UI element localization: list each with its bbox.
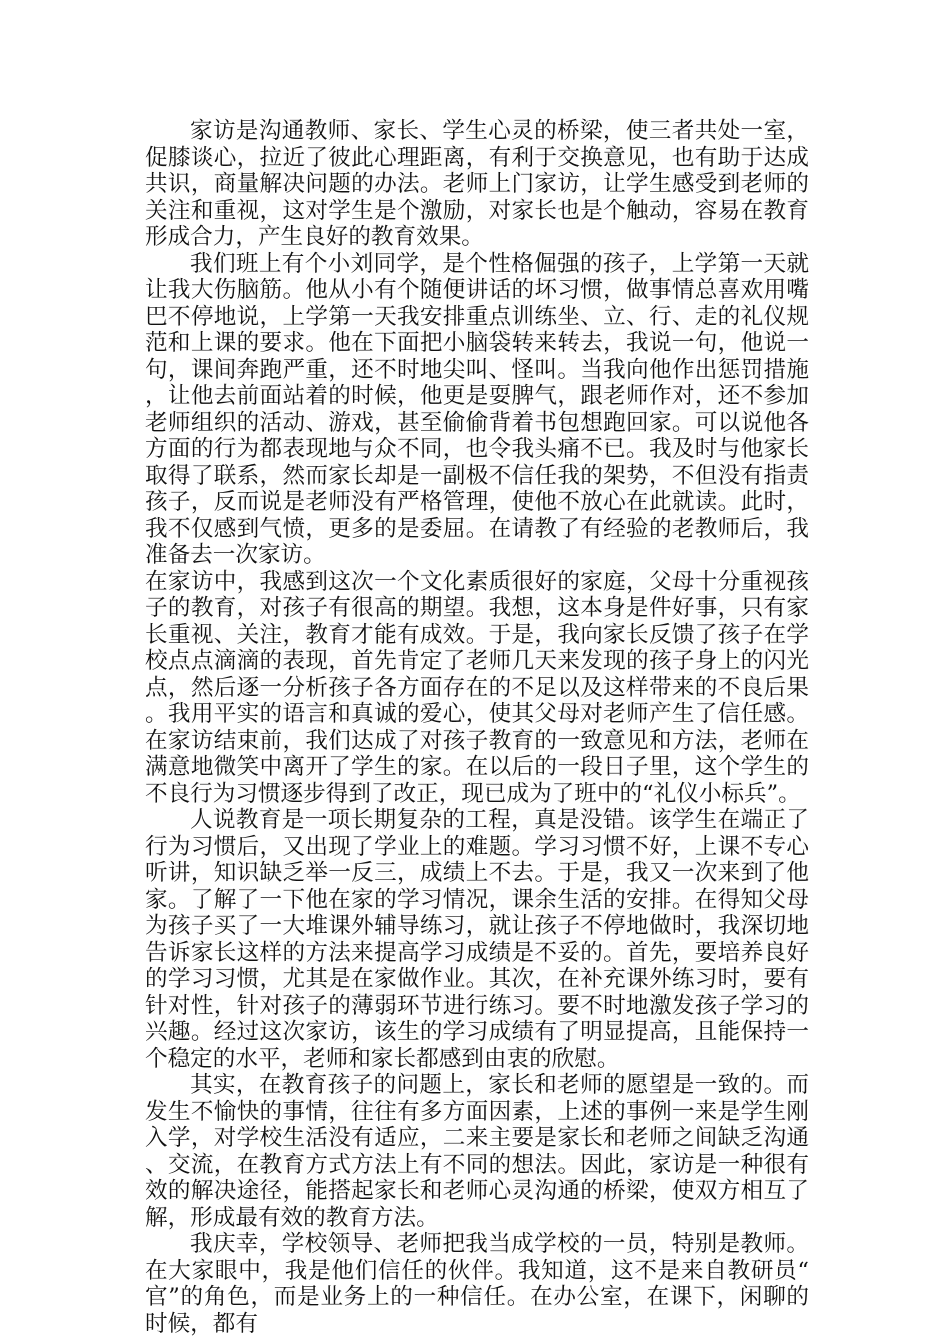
paragraph-student-liu: 我们班上有个小刘同学，是个性格倔强的孩子，上学第一天就让我大伤脑筋。他从小有个随便讲话的坏习惯，做事情总喜欢用嘴巴不停地说，上学第一天我安排重点训练坐、立、行、走的礼仪规范和上课的要求。他在下面把小脑袋转来转去，我说一句，他说一句，课间奔跑严重，还不时地尖叫、怪叫。当我向他作出惩罚措施，让他去前面站着的时候，他更是耍脾气，跟老师作对，还不参加老师组织的活动、游戏，甚至偷偷背着书包想跑回家。可以说他各方面的行为都表现地与众不同，也令我头痛不已。我及时与他家长取得了联系，然而家长却是一副极不信任我的架势，不但没有指责孩子，反而说是老师没有严格管理，使他不放心在此就读。此时，我不仅感到气愤，更多的是委屈。在请教了有经验的老教师后，我准备去一次家访。 <box>145 250 809 568</box>
paragraph-reflection: 其实，在教育孩子的问题上，家长和老师的愿望是一致的。而发生不愉快的事情，往往有多方面因素，上述的事例一来是学生刚入学，对学校生活没有适应，二来主要是家长和老师之间缺乏沟通、交流，在教育方式方法上有不同的想法。因此，家访是一种很有效的解决途径，能搭起家长和老师心灵沟通的桥梁，使双方相互了解，形成最有效的教育方法。 <box>145 1072 809 1231</box>
paragraph-home-visit-intro: 家访是沟通教师、家长、学生心灵的桥梁，使三者共处一室，促膝谈心，拉近了彼此心理距离，有利于交换意见，也有助于达成共识，商量解决问题的办法。老师上门家访，让学生感受到老师的关注和重视，这对学生是个激励，对家长也是个触动，容易在教育形成合力，产生良好的教育效果。 <box>145 118 809 250</box>
paragraph-first-visit: 在家访中，我感到这次一个文化素质很好的家庭，父母十分重视孩子的教育，对孩子有很高的期望。我想，这本身是件好事，只有家长重视、关注，教育才能有成效。于是，我向家长反馈了孩子在学校点点滴滴的表现，首先肯定了老师几天来发现的孩子身上的闪光点，然后逐一分析孩子各方面存在的不足以及这样带来的不良后果。我用平实的语言和真诚的爱心，使其父母对老师产生了信任感。在家访结束前，我们达成了对孩子教育的一致意见和方法，老师在满意地微笑中离开了学生的家。在以后的一段日子里，这个学生的不良行为习惯逐步得到了改正，现已成为了班中的“礼仪小标兵”。 <box>145 568 809 807</box>
paragraph-second-visit: 人说教育是一项长期复杂的工程，真是没错。该学生在端正了行为习惯后，又出现了学业上的难题。学习习惯不好，上课不专心听讲，知识缺乏举一反三，成绩上不去。于是，我又一次来到了他家。了解了一下他在家的学习情况，课余生活的安排。在得知父母为孩子买了一大堆课外辅导练习，就让孩子不停地做时，我深切地告诉家长这样的方法来提高学习成绩是不妥的。首先，要培养良好的学习习惯，尤其是在家做作业。其次，在补充课外练习时，要有针对性，针对孩子的薄弱环节进行练习。要不时地激发孩子学习的兴趣。经过这次家访，该生的学习成绩有了明显提高，且能保持一个稳定的水平，老师和家长都感到由衷的欣慰。 <box>145 807 809 1072</box>
paragraph-trust: 我庆幸，学校领导、老师把我当成学校的一员，特别是教师。在大家眼中，我是他们信任的伙伴。我知道，这不是来自教研员“官”的角色，而是业务上的一种信任。在办公室，在课下，闲聊的时候，都有 <box>145 1231 809 1337</box>
document-page <box>145 118 809 1337</box>
